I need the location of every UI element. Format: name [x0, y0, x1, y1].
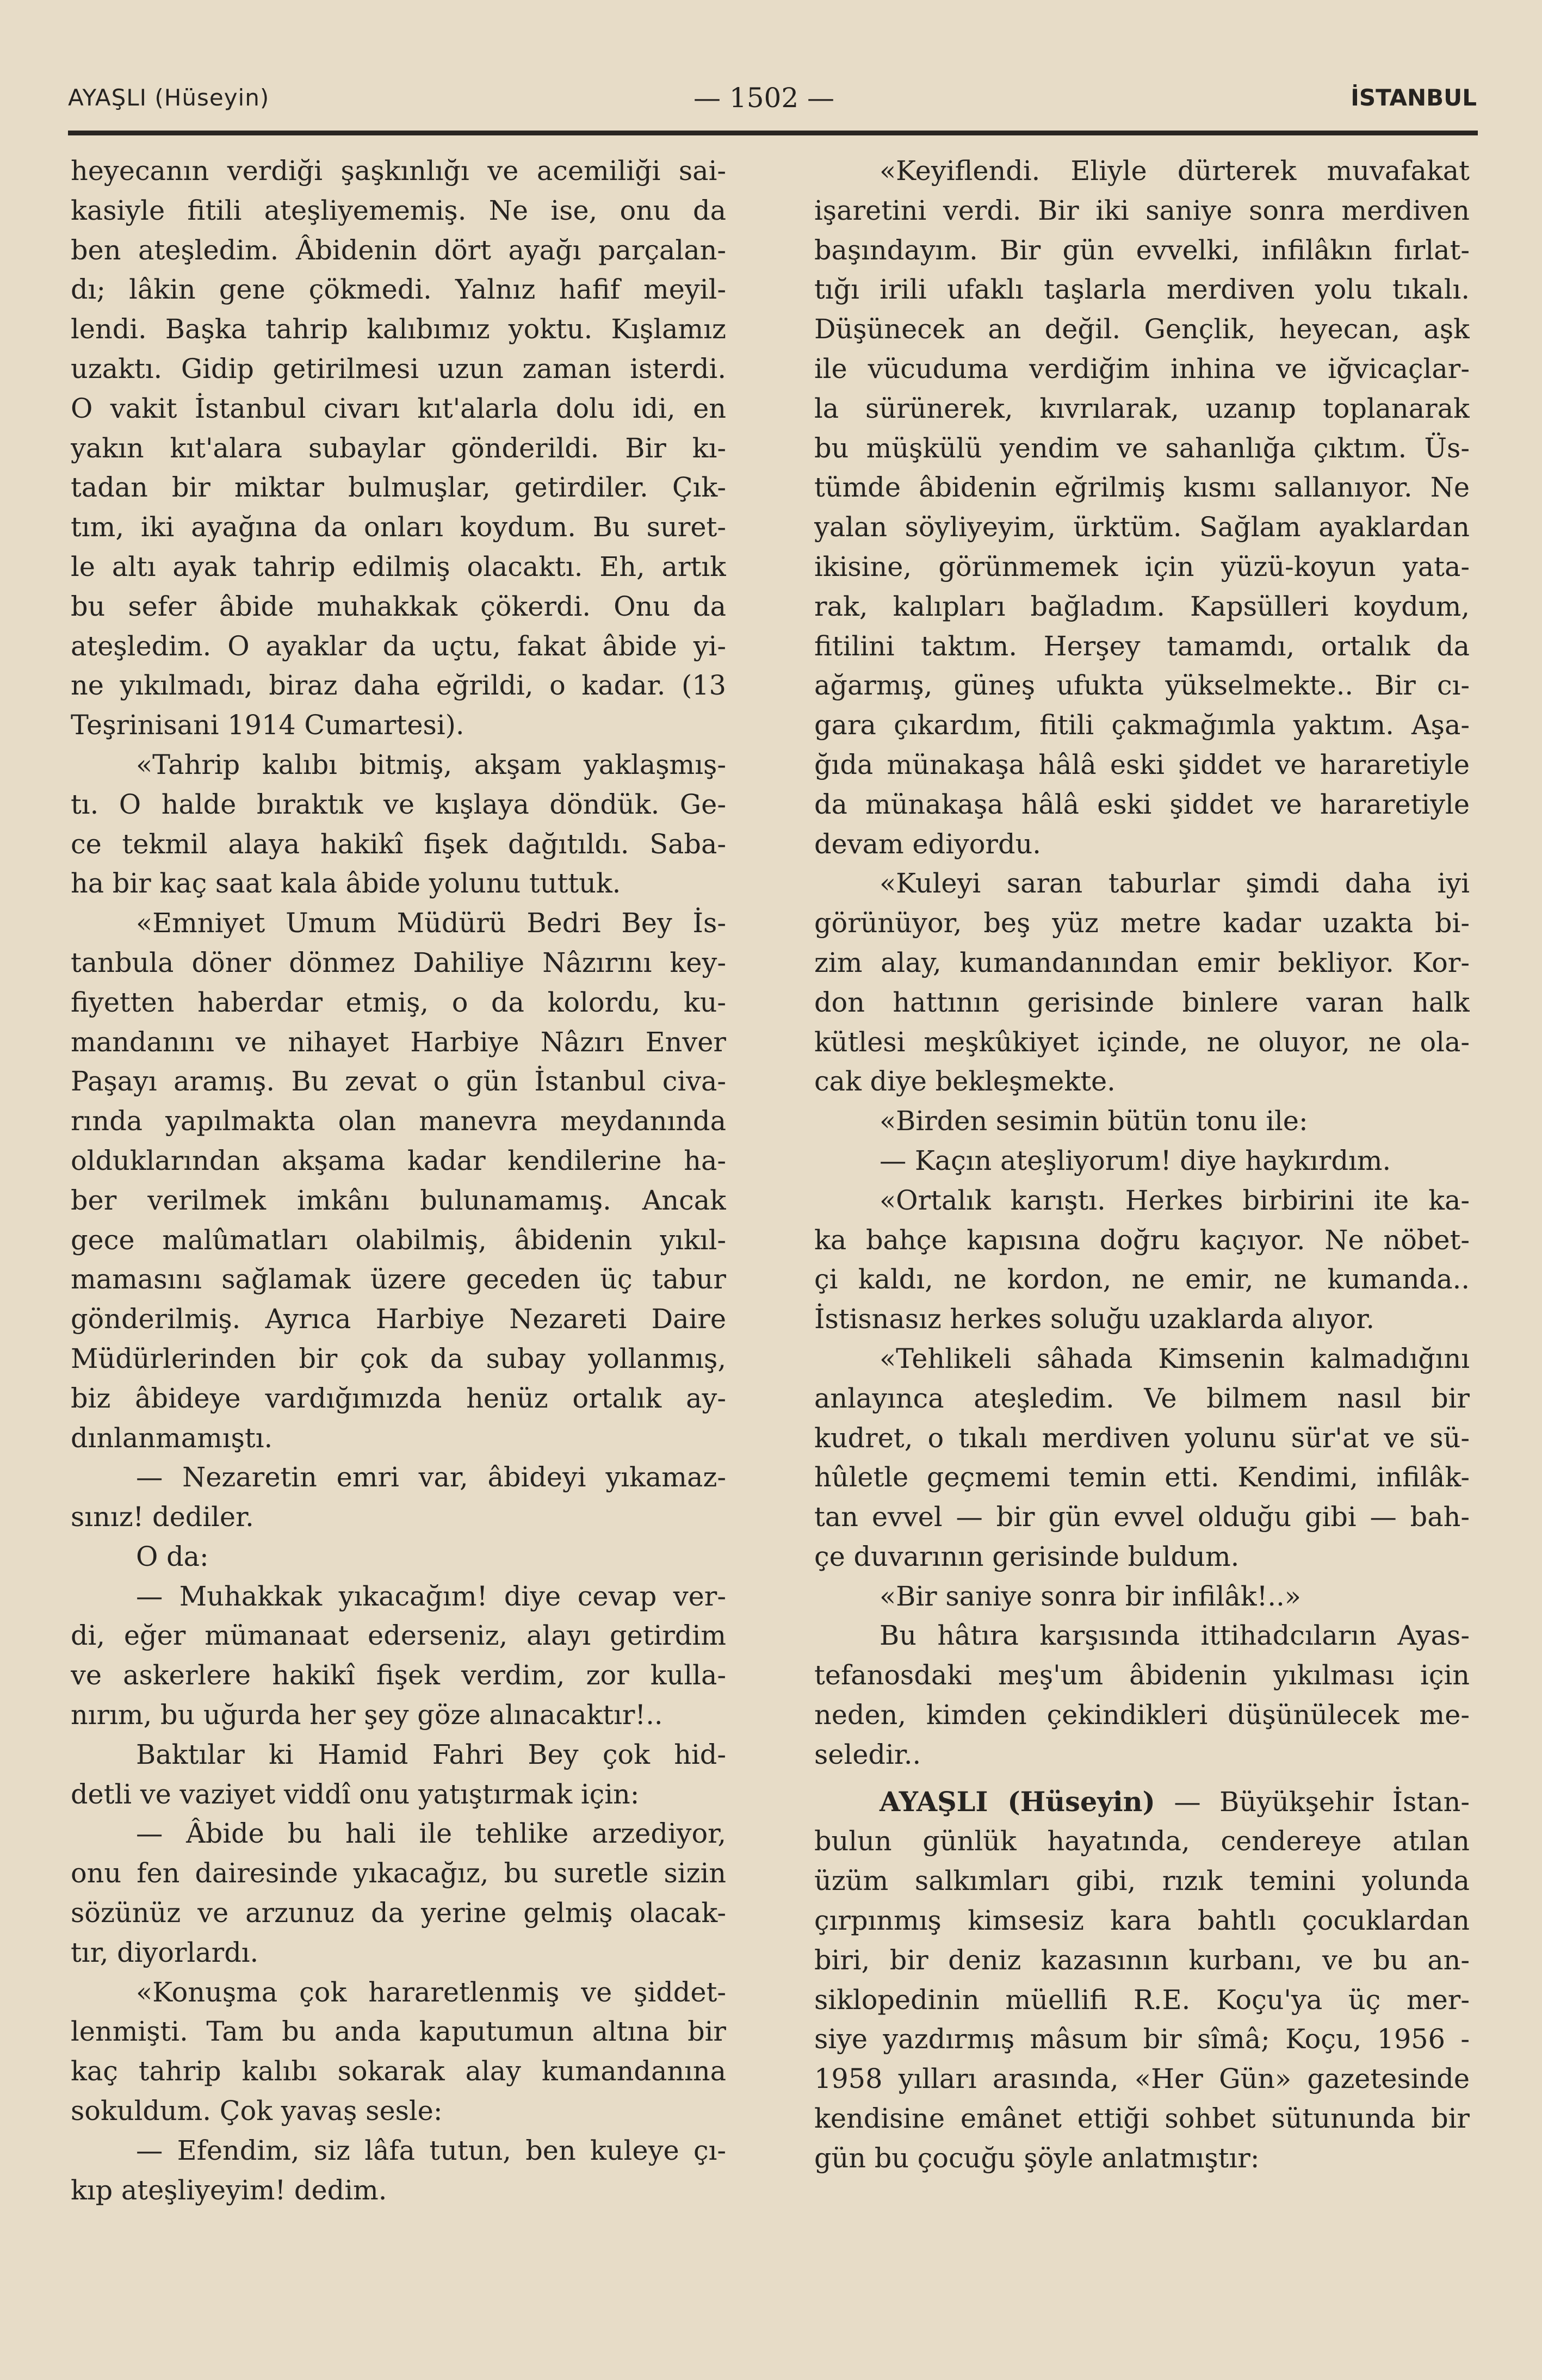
text-line: [71, 1101, 726, 1141]
line-text: di, eğer mümanaat ederseniz, alayı getirdim: [71, 1620, 726, 1652]
text-line: [814, 1497, 1470, 1537]
text-line: [814, 507, 1470, 547]
text-line: [814, 2099, 1470, 2139]
line-text: — Âbide bu hali ile tehlike arzediyor,: [136, 1818, 726, 1850]
text-line: [814, 1656, 1470, 1695]
entry-headword: AYAŞLI (Hüseyin): [880, 1786, 1155, 1818]
line-text: seledir..: [814, 1738, 921, 1770]
text-line: [814, 1616, 1470, 1656]
line-text: bu sefer âbide muhakkak çökerdi. Onu da: [71, 590, 726, 622]
text-line: [814, 1418, 1470, 1458]
text-line: [814, 349, 1470, 389]
line-text: sokuldum. Çok yavaş sesle:: [71, 2095, 443, 2127]
text-line: [71, 1893, 726, 1933]
text-line: [71, 903, 726, 943]
line-text: ikisine, görünmemek için yüzü-koyun yata-: [814, 550, 1470, 582]
text-line: [814, 745, 1470, 785]
line-text: devam ediyordu.: [814, 828, 1041, 860]
text-line: [71, 983, 726, 1022]
text-line: [814, 1782, 1470, 1822]
line-text: «Bir saniye sonra bir infilâk!..»: [880, 1580, 1301, 1612]
text-line: [71, 2091, 726, 2131]
line-text: tanbula döner dönmez Dahiliye Nâzırını key-: [71, 946, 726, 978]
line-text: gönderilmiş. Ayrıca Harbiye Nezareti Daire: [71, 1303, 726, 1335]
line-text: siklopedinin müellifi R.E. Koçu'ya üç mer-: [814, 1984, 1470, 2016]
line-text: çe duvarının gerisinde buldum.: [814, 1540, 1240, 1572]
line-text: — Büyükşehir İstan-: [1155, 1786, 1470, 1818]
text-line: [814, 1695, 1470, 1735]
text-line: [814, 389, 1470, 429]
line-text: bu müşkülü yendim ve sahanlığa çıktım. Üs-: [814, 432, 1470, 464]
line-text: Baktılar ki Hamid Fahri Bey çok hid-: [136, 1738, 726, 1770]
text-line: [814, 2139, 1470, 2178]
line-text: zim alay, kumandanından emir bekliyor. Kor-: [814, 946, 1470, 978]
text-line: [71, 547, 726, 587]
line-text: Paşayı aramış. Bu zevat o gün İstanbul civa-: [71, 1065, 726, 1098]
text-line: [71, 429, 726, 468]
line-text: biri, bir deniz kazasının kurbanı, ve bu an-: [814, 1944, 1470, 1976]
line-text: tan evvel — bir gün evvel olduğu gibi — bah-: [814, 1501, 1470, 1533]
text-line: [71, 1379, 726, 1418]
line-text: ce tekmil alaya hakikî fişek dağıtıldı. Saba-: [71, 828, 726, 860]
line-text: Düşünecek an değil. Gençlik, heyecan, aşk: [814, 313, 1470, 345]
text-line: [814, 309, 1470, 349]
line-text: dı; lâkin gene çökmedi. Yalnız hafif meyil-: [71, 274, 726, 306]
line-text: yakın kıt'alara subaylar gönderildi. Bir kı-: [71, 432, 726, 464]
line-text: kasiyle fitili ateşliyememiş. Ne ise, onu da: [71, 194, 726, 226]
line-text: «Kuleyi saran taburlar şimdi daha iyi: [880, 867, 1470, 900]
text-line: [814, 547, 1470, 587]
line-text: O da:: [136, 1540, 209, 1572]
line-text: neden, kimden çekindikleri düşünülecek me-: [814, 1699, 1470, 1731]
text-line: [814, 1379, 1470, 1418]
text-line: [814, 943, 1470, 983]
line-text: le altı ayak tahrip edilmiş olacaktı. Eh, artık: [71, 550, 726, 582]
line-text: ile vücuduma verdiğim inhina ve iğvicaçlar-: [814, 352, 1470, 385]
text-line: [814, 1735, 1470, 1775]
line-text: uzaktı. Gidip getirilmesi uzun zaman isterdi.: [71, 352, 726, 385]
line-text: gece malûmatları olabilmiş, âbidenin yıkıl-: [71, 1224, 726, 1256]
line-text: tığı irili ufaklı taşlarla merdiven yolu tıkalı.: [814, 274, 1470, 306]
text-line: [71, 864, 726, 903]
line-text: başındayım. Bir gün evvelki, infilâkın fırlat-: [814, 234, 1470, 266]
text-line: [71, 1616, 726, 1656]
line-text: heyecanın verdiği şaşkınlığı ve acemiliği sai-: [71, 155, 726, 187]
text-line: [814, 1220, 1470, 1260]
line-text: «Ortalık karıştı. Herkes birbirini ite ka-: [880, 1184, 1470, 1216]
line-text: fiyetten haberdar etmiş, o da kolordu, ku-: [71, 986, 726, 1018]
text-line: [71, 389, 726, 429]
line-text: lendi. Başka tahrip kalıbımız yoktu. Kışlamız: [71, 313, 726, 345]
text-line: [814, 1062, 1470, 1101]
line-text: kıp ateşliyeyim! dedim.: [71, 2174, 387, 2206]
line-text: kendisine emânet ettiği sohbet sütununda bir: [814, 2103, 1470, 2135]
text-line: [71, 825, 726, 864]
page-number: — 1502 —: [693, 82, 835, 114]
text-line: [814, 1901, 1470, 1941]
text-line: [71, 1141, 726, 1181]
text-line: [71, 270, 726, 309]
text-line: [71, 1299, 726, 1339]
text-line: [814, 2019, 1470, 2059]
text-line: [71, 1854, 726, 1893]
text-line: [71, 1022, 726, 1062]
text-line: [814, 666, 1470, 705]
text-line: [71, 587, 726, 627]
text-line: [71, 191, 726, 231]
text-line: [71, 705, 726, 745]
line-text: ğıda münakaşa hâlâ eski şiddet ve harareti̇yle: [814, 748, 1470, 780]
text-line: [814, 1260, 1470, 1299]
line-text: «Tehlikeli sâhada Kimsenin kalmadığını: [880, 1342, 1470, 1374]
text-line: [814, 151, 1470, 191]
line-text: don hattının gerisinde binlere varan halk: [814, 986, 1470, 1018]
line-text: nırım, bu uğurda her şey göze alınacaktır!..: [71, 1699, 663, 1731]
line-text: ber verilmek imkânı bulunamamış. Ancak: [71, 1184, 726, 1216]
line-text: anlayınca ateşledim. Ve bilmem nasıl bir: [814, 1382, 1470, 1414]
line-text: ka bahçe kapısına doğru kaçıyor. Ne nöbet-: [814, 1224, 1470, 1256]
line-text: da münakaşa hâlâ eski şiddet ve hararetiyle: [814, 788, 1470, 820]
line-text: olduklarından akşama kadar kendilerine ha-: [71, 1144, 726, 1176]
line-text: dınlanmamıştı.: [71, 1422, 273, 1454]
line-text: — Muhakkak yıkacağım! diye cevap ver-: [136, 1580, 726, 1612]
text-line: [814, 903, 1470, 943]
text-line: [814, 2059, 1470, 2099]
line-text: kudret, o tıkalı merdiven yolunu sür'at ve sü-: [814, 1422, 1470, 1454]
text-line: [814, 1980, 1470, 2020]
text-line: [71, 785, 726, 825]
text-line: [814, 1537, 1470, 1577]
line-text: Bu hâtıra karşısında ittihadcıların Ayas-: [880, 1620, 1470, 1652]
text-line: [71, 1735, 726, 1775]
line-text: işaretini verdi. Bir iki saniye sonra merdiven: [814, 194, 1470, 226]
line-text: la sürünerek, kıvrılarak, uzanıp toplanarak: [814, 392, 1470, 424]
text-line: [71, 1775, 726, 1814]
line-text: cak diye bekleşmekte.: [814, 1065, 1116, 1098]
line-text: — Efendim, siz lâfa tutun, ben kuleye çı-: [136, 2134, 726, 2166]
line-text: sınız! dediler.: [71, 1501, 254, 1533]
line-text: ha bir kaç saat kala âbide yolunu tuttuk.: [71, 867, 621, 900]
text-line: [71, 2171, 726, 2210]
text-line: [814, 1022, 1470, 1062]
text-line: [71, 151, 726, 191]
text-line: [71, 666, 726, 705]
line-text: ağarmış, güneş ufukta yükselmekte.. Bir cı-: [814, 670, 1470, 702]
line-text: tım, iki ayağına da onları koydum. Bu suret-: [71, 511, 726, 543]
text-line: [71, 2131, 726, 2171]
line-text: tır, diyorlardı.: [71, 1936, 259, 1968]
line-text: detli ve vaziyet viddî onu yatıştırmak için:: [71, 1778, 640, 1810]
text-line: [71, 1537, 726, 1577]
line-text: — Nezaretin emri var, âbideyi yıkamaz-: [136, 1461, 726, 1493]
line-text: sözünüz ve arzunuz da yerine gelmiş olacak-: [71, 1897, 726, 1929]
text-line: [71, 1814, 726, 1854]
line-text: İstisnasız herkes soluğu uzaklarda alıyor.: [814, 1303, 1375, 1335]
line-text: 1958 yılları arasında, «Her Gün» gazetesinde: [814, 2063, 1470, 2095]
line-text: rak, kalıpları bağladım. Kapsülleri koydum,: [814, 590, 1470, 622]
text-line: [814, 191, 1470, 231]
text-line: [71, 1933, 726, 1973]
line-text: Müdürlerinden bir çok da subay yollanmış,: [71, 1342, 726, 1374]
line-text: gün bu çocuğu şöyle anlatmıştır:: [814, 2142, 1260, 2174]
text-line: [71, 1260, 726, 1299]
line-text: biz âbideye vardığımızda henüz ortalık ay-: [71, 1382, 726, 1414]
line-text: «Keyiflendi. Eliyle dürterek muvafakat: [880, 155, 1470, 187]
text-line: [814, 429, 1470, 468]
text-line: [71, 1656, 726, 1695]
line-text: «Tahrip kalıbı bitmiş, akşam yaklaşmış-: [136, 748, 726, 780]
line-text: bulun günlük hayatında, cendereye atılan: [814, 1825, 1470, 1857]
text-line: [71, 1181, 726, 1220]
line-text: fitilini taktım. Herşey tamamdı, ortalık da: [814, 630, 1470, 662]
line-text: ve askerlere hakikî fişek verdim, zor kulla-: [71, 1659, 726, 1691]
text-line: [814, 1941, 1470, 1980]
line-text: Teşrinisani 1914 Cumartesi).: [71, 709, 465, 741]
text-line: [71, 1062, 726, 1101]
line-text: çırpınmış kimsesiz kara bahtlı çocuklardan: [814, 1905, 1470, 1937]
line-text: tefanosdaki meş'um âbidenin yıkılması için: [814, 1659, 1470, 1691]
line-text: hûletle geçmemi temin etti. Kendimi, infilâk-: [814, 1461, 1470, 1493]
text-line: [814, 1577, 1470, 1616]
text-line: [814, 1458, 1470, 1497]
text-line: [71, 2012, 726, 2051]
text-line: [814, 627, 1470, 666]
text-line: [814, 231, 1470, 270]
text-line: [814, 1861, 1470, 1901]
text-line: [71, 1973, 726, 2012]
line-text: «Emniyet Umum Müdürü Bedri Bey İs-: [136, 907, 726, 939]
text-line: [71, 943, 726, 983]
line-text: onu fen dairesinde yıkacağız, bu suretle sizin: [71, 1857, 726, 1889]
text-line: [71, 1339, 726, 1379]
text-line: [71, 1220, 726, 1260]
line-text: — Kaçın ateşliyorum! diye haykırdım.: [880, 1144, 1391, 1176]
line-text: O vakit İstanbul civarı kıt'alarla dolu idi, en: [71, 392, 726, 424]
text-line: [71, 231, 726, 270]
text-line: [814, 1299, 1470, 1339]
line-text: tadan bir miktar bulmuşlar, getirdiler. Çık-: [71, 472, 726, 504]
line-text: yalan söyliyeyim, ürktüm. Sağlam ayaklardan: [814, 511, 1470, 543]
text-line: [814, 1101, 1470, 1141]
text-line: [814, 1339, 1470, 1379]
text-line: [814, 983, 1470, 1022]
running-header: [68, 84, 1477, 122]
text-line: [814, 468, 1470, 507]
left-text-column: [71, 151, 726, 2210]
line-text: siye yazdırmış mâsum bir sîmâ; Koçu, 1956 -: [814, 2023, 1470, 2055]
text-line: [71, 627, 726, 666]
line-text: gara çıkardım, fitili çakmağımla yaktım. Aşa-: [814, 709, 1470, 741]
right-text-column: [814, 151, 1470, 2178]
header-section-title: İSTANBUL: [1351, 84, 1477, 111]
text-line: [71, 507, 726, 547]
text-line: [71, 1458, 726, 1497]
text-line: [71, 349, 726, 389]
text-line: [71, 309, 726, 349]
text-line: [71, 2051, 726, 2091]
line-text: mandanını ve nihayet Harbiye Nâzırı Enver: [71, 1026, 726, 1058]
text-line: [814, 1821, 1470, 1861]
line-text: üzüm salkımları gibi, rızık temini yolunda: [814, 1865, 1470, 1897]
text-line: [71, 1497, 726, 1537]
line-text: kütlesi meşkûkiyet içinde, ne oluyor, ne ola-: [814, 1026, 1470, 1058]
text-line: [814, 825, 1470, 864]
line-text: mamasını sağlamak üzere geceden üç tabur: [71, 1263, 726, 1296]
text-line: [71, 1418, 726, 1458]
line-text: «Birden sesimin bütün tonu ile:: [880, 1105, 1308, 1137]
text-line: [71, 745, 726, 785]
line-text: lenmişti. Tam bu anda kaputumun altına bir: [71, 2016, 726, 2048]
line-text: rında yapılmakta olan manevra meydanında: [71, 1105, 726, 1137]
text-line: [814, 1141, 1470, 1181]
text-line: [71, 1577, 726, 1616]
text-line: [814, 705, 1470, 745]
line-text: kaç tahrip kalıbı sokarak alay kumandanına: [71, 2055, 726, 2087]
line-text: ben ateşledim. Âbidenin dört ayağı parçalan-: [71, 234, 726, 266]
header-entry-name: AYAŞLI (Hüseyin): [68, 84, 270, 111]
line-text: tı. O halde bıraktık ve kışlaya döndük. Ge-: [71, 788, 726, 820]
text-line: [71, 468, 726, 507]
text-line: [814, 587, 1470, 627]
text-line: [814, 864, 1470, 903]
line-text: görünüyor, beş yüz metre kadar uzakta bi-: [814, 907, 1470, 939]
line-text: ne yıkılmadı, biraz daha eğrildi, o kadar. (13: [71, 670, 726, 702]
line-text: tümde âbidenin eğrilmiş kısmı sallanıyor. Ne: [814, 472, 1470, 504]
text-line: [814, 270, 1470, 309]
text-line: [814, 785, 1470, 825]
text-line: [814, 1181, 1470, 1220]
line-text: çi kaldı, ne kordon, ne emir, ne kumanda..: [814, 1263, 1470, 1296]
line-text: «Konuşma çok hararetlenmiş ve şiddet-: [136, 1976, 726, 2008]
line-text: ateşledim. O ayaklar da uçtu, fakat âbide yi-: [71, 630, 726, 662]
text-line: [71, 1695, 726, 1735]
header-rule: [68, 131, 1478, 135]
